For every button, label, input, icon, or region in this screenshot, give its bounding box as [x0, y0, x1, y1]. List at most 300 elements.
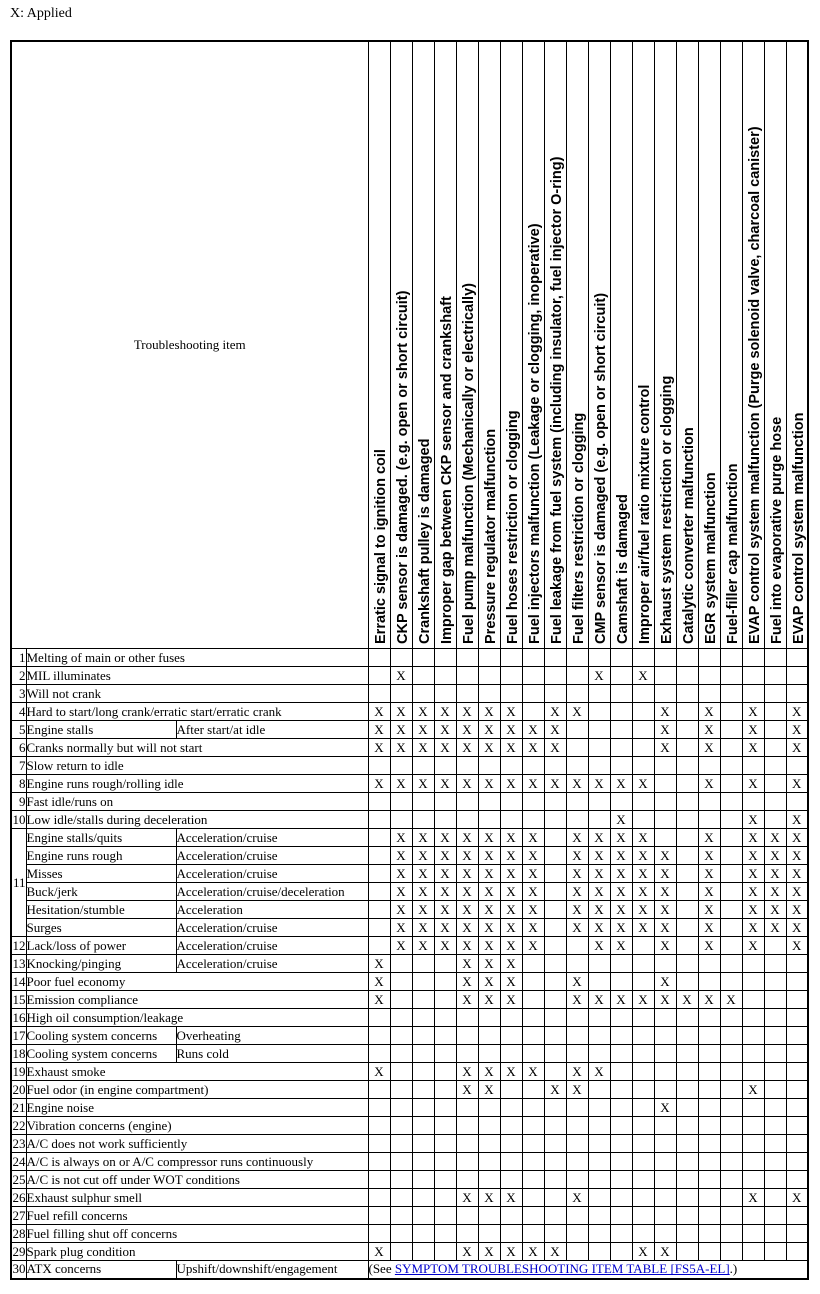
applied-mark: X	[390, 901, 412, 919]
empty-cell	[720, 685, 742, 703]
empty-cell	[390, 1243, 412, 1261]
empty-cell	[390, 1225, 412, 1243]
empty-cell	[742, 1225, 764, 1243]
empty-cell	[632, 757, 654, 775]
applied-mark: X	[698, 721, 720, 739]
empty-cell	[522, 973, 544, 991]
table-row	[11, 1261, 808, 1279]
empty-cell	[522, 757, 544, 775]
empty-cell	[544, 883, 566, 901]
empty-cell	[698, 1225, 720, 1243]
applied-mark: X	[500, 865, 522, 883]
item-number: 6	[11, 739, 26, 757]
item-number: 5	[11, 721, 26, 739]
troubleshooting-item-header: Troubleshooting item	[11, 41, 368, 649]
empty-cell	[742, 991, 764, 1009]
table-row	[11, 1045, 808, 1063]
empty-cell	[698, 1027, 720, 1045]
empty-cell	[742, 667, 764, 685]
empty-cell	[764, 1171, 786, 1189]
empty-cell	[764, 1063, 786, 1081]
empty-cell	[764, 1045, 786, 1063]
empty-cell	[500, 1153, 522, 1171]
empty-cell	[632, 793, 654, 811]
applied-mark: X	[676, 991, 698, 1009]
empty-cell	[588, 1009, 610, 1027]
empty-cell	[654, 811, 676, 829]
empty-cell	[720, 1063, 742, 1081]
empty-cell	[434, 793, 456, 811]
empty-cell	[742, 1153, 764, 1171]
applied-mark: X	[500, 721, 522, 739]
applied-mark: X	[434, 847, 456, 865]
empty-cell	[412, 757, 434, 775]
empty-cell	[478, 811, 500, 829]
empty-cell	[654, 667, 676, 685]
empty-cell	[500, 1009, 522, 1027]
applied-mark: X	[478, 1243, 500, 1261]
empty-cell	[456, 1045, 478, 1063]
empty-cell	[588, 1081, 610, 1099]
empty-cell	[434, 1207, 456, 1225]
applied-mark: X	[654, 703, 676, 721]
empty-cell	[456, 1225, 478, 1243]
empty-cell	[566, 685, 588, 703]
table-row	[11, 721, 808, 739]
empty-cell	[544, 793, 566, 811]
applied-mark: X	[478, 991, 500, 1009]
item-number: 7	[11, 757, 26, 775]
applied-mark: X	[610, 847, 632, 865]
empty-cell	[456, 1099, 478, 1117]
applied-mark: X	[434, 937, 456, 955]
table-row	[11, 1171, 808, 1189]
applied-mark: X	[390, 883, 412, 901]
empty-cell	[676, 1099, 698, 1117]
empty-cell	[676, 649, 698, 667]
empty-cell	[720, 1081, 742, 1099]
empty-cell	[588, 1207, 610, 1225]
applied-mark: X	[456, 919, 478, 937]
empty-cell	[588, 1117, 610, 1135]
empty-cell	[676, 1009, 698, 1027]
empty-cell	[632, 739, 654, 757]
empty-cell	[434, 1063, 456, 1081]
item-number: 4	[11, 703, 26, 721]
empty-cell	[368, 847, 390, 865]
empty-cell	[368, 1027, 390, 1045]
empty-cell	[390, 1207, 412, 1225]
applied-mark: X	[698, 883, 720, 901]
empty-cell	[786, 1171, 808, 1189]
empty-cell	[720, 1099, 742, 1117]
cause-column-label: CMP sensor is damaged (e.g. open or short circuit)	[592, 292, 609, 644]
empty-cell	[764, 739, 786, 757]
cause-column-label: Fuel filters restriction or clogging	[570, 412, 587, 644]
empty-cell	[632, 1225, 654, 1243]
empty-cell	[434, 811, 456, 829]
empty-cell	[456, 1027, 478, 1045]
header-row	[11, 41, 808, 649]
applied-mark: X	[786, 1189, 808, 1207]
empty-cell	[720, 865, 742, 883]
cause-column-label: Camshaft is damaged	[614, 494, 631, 644]
empty-cell	[742, 793, 764, 811]
empty-cell	[434, 973, 456, 991]
empty-cell	[742, 1009, 764, 1027]
empty-cell	[632, 1009, 654, 1027]
applied-mark: X	[610, 937, 632, 955]
empty-cell	[566, 937, 588, 955]
empty-cell	[522, 649, 544, 667]
empty-cell	[698, 1117, 720, 1135]
applied-mark: X	[478, 847, 500, 865]
applied-mark: X	[698, 847, 720, 865]
table-row	[11, 901, 808, 919]
empty-cell	[566, 1207, 588, 1225]
empty-cell	[434, 1045, 456, 1063]
empty-cell	[720, 1009, 742, 1027]
applied-mark: X	[522, 883, 544, 901]
symptom-table-link[interactable]: SYMPTOM TROUBLESHOOTING ITEM TABLE [FS5A-EL]	[394, 1261, 730, 1277]
applied-mark: X	[500, 739, 522, 757]
empty-cell	[368, 649, 390, 667]
applied-mark: X	[500, 1243, 522, 1261]
cause-column-header	[368, 41, 390, 649]
table-row	[11, 667, 808, 685]
applied-mark: X	[610, 883, 632, 901]
empty-cell	[588, 955, 610, 973]
empty-cell	[632, 1063, 654, 1081]
empty-cell	[368, 883, 390, 901]
empty-cell	[764, 991, 786, 1009]
empty-cell	[742, 955, 764, 973]
empty-cell	[720, 829, 742, 847]
condition-cell: Acceleration/cruise	[176, 847, 368, 865]
empty-cell	[368, 1135, 390, 1153]
applied-mark: X	[588, 667, 610, 685]
empty-cell	[786, 667, 808, 685]
empty-cell	[588, 739, 610, 757]
applied-mark: X	[478, 901, 500, 919]
applied-mark: X	[588, 937, 610, 955]
empty-cell	[544, 829, 566, 847]
item-number: 16	[12, 1009, 26, 1025]
applied-mark: X	[456, 1081, 478, 1099]
empty-cell	[676, 901, 698, 919]
applied-mark: X	[390, 847, 412, 865]
empty-cell	[632, 1171, 654, 1189]
empty-cell	[676, 829, 698, 847]
table-row	[11, 685, 808, 703]
empty-cell	[412, 955, 434, 973]
item-number: 3	[11, 685, 26, 703]
empty-cell	[610, 667, 632, 685]
empty-cell	[764, 1099, 786, 1117]
empty-cell	[390, 1027, 412, 1045]
empty-cell	[478, 793, 500, 811]
applied-mark: X	[478, 937, 500, 955]
symptom-cell: Spark plug condition	[26, 1243, 368, 1261]
empty-cell	[412, 1225, 434, 1243]
empty-cell	[720, 955, 742, 973]
empty-cell	[698, 1063, 720, 1081]
applied-mark: X	[742, 721, 764, 739]
applied-mark: X	[742, 811, 764, 829]
applied-mark: X	[456, 1189, 478, 1207]
applied-mark: X	[566, 775, 588, 793]
empty-cell	[654, 1027, 676, 1045]
empty-cell	[720, 811, 742, 829]
applied-mark: X	[412, 883, 434, 901]
empty-cell	[412, 667, 434, 685]
empty-cell	[720, 703, 742, 721]
empty-cell	[764, 1189, 786, 1207]
empty-cell	[522, 1171, 544, 1189]
empty-cell	[742, 757, 764, 775]
empty-cell	[764, 1117, 786, 1135]
empty-cell	[654, 1045, 676, 1063]
empty-cell	[522, 685, 544, 703]
symptom-cell: Slow return to idle	[26, 757, 368, 775]
symptom-cell: Fuel odor (in engine compartment)	[26, 1081, 368, 1099]
empty-cell	[588, 1135, 610, 1153]
applied-mark: X	[390, 703, 412, 721]
applied-mark: X	[412, 775, 434, 793]
empty-cell	[676, 1153, 698, 1171]
applied-mark: X	[412, 865, 434, 883]
empty-cell	[500, 1099, 522, 1117]
empty-cell	[522, 1207, 544, 1225]
applied-mark: X	[500, 775, 522, 793]
item-number: 30	[11, 1261, 26, 1279]
table-row	[11, 1225, 808, 1243]
applied-mark: X	[478, 919, 500, 937]
applied-mark: X	[654, 919, 676, 937]
empty-cell	[390, 955, 412, 973]
empty-cell	[676, 1243, 698, 1261]
empty-cell	[698, 649, 720, 667]
empty-cell	[698, 685, 720, 703]
applied-mark: X	[434, 739, 456, 757]
applied-mark: X	[434, 703, 456, 721]
empty-cell	[390, 685, 412, 703]
empty-cell	[368, 1189, 390, 1207]
empty-cell	[522, 1009, 544, 1027]
applied-mark: X	[390, 775, 412, 793]
empty-cell	[654, 955, 676, 973]
empty-cell	[588, 703, 610, 721]
empty-cell	[720, 1189, 742, 1207]
empty-cell	[720, 1243, 742, 1261]
table-row	[11, 1009, 808, 1027]
empty-cell	[764, 1027, 786, 1045]
symptom-cell: Exhaust sulphur smell	[26, 1189, 368, 1207]
table-row	[11, 811, 808, 829]
applied-mark: X	[566, 847, 588, 865]
condition-cell: Overheating	[176, 1027, 368, 1045]
applied-mark: X	[764, 829, 786, 847]
empty-cell	[522, 1135, 544, 1153]
empty-cell	[786, 1225, 808, 1243]
applied-mark: X	[786, 811, 808, 829]
symptom-cell: Cranks normally but will not start	[26, 739, 368, 757]
empty-cell	[654, 1063, 676, 1081]
cause-column-label: Crankshaft pulley is damaged	[416, 438, 433, 644]
empty-cell	[478, 1027, 500, 1045]
empty-cell	[456, 793, 478, 811]
empty-cell	[456, 667, 478, 685]
empty-cell	[698, 667, 720, 685]
applied-mark: X	[654, 973, 676, 991]
empty-cell	[478, 649, 500, 667]
symptom-cell: Engine runs rough	[26, 847, 176, 865]
empty-cell	[720, 649, 742, 667]
cause-column-header	[654, 41, 676, 649]
empty-cell	[390, 973, 412, 991]
empty-cell	[412, 973, 434, 991]
symptom-cell: Engine runs rough/rolling idle	[26, 775, 368, 793]
symptom-cell: ATX concerns	[26, 1261, 176, 1279]
empty-cell	[368, 667, 390, 685]
empty-cell	[676, 919, 698, 937]
empty-cell	[588, 793, 610, 811]
applied-mark: X	[390, 865, 412, 883]
empty-cell	[676, 739, 698, 757]
applied-mark: X	[368, 955, 390, 973]
empty-cell	[610, 649, 632, 667]
empty-cell	[500, 1045, 522, 1063]
item-number: 27	[12, 1207, 26, 1223]
empty-cell	[720, 1171, 742, 1189]
applied-mark: X	[654, 739, 676, 757]
empty-cell	[412, 1189, 434, 1207]
empty-cell	[456, 1135, 478, 1153]
cause-column-header	[588, 41, 610, 649]
empty-cell	[764, 685, 786, 703]
empty-cell	[676, 883, 698, 901]
empty-cell	[676, 1207, 698, 1225]
empty-cell	[368, 1207, 390, 1225]
empty-cell	[698, 1153, 720, 1171]
empty-cell	[434, 1009, 456, 1027]
applied-mark: X	[786, 721, 808, 739]
empty-cell	[742, 685, 764, 703]
applied-mark: X	[412, 901, 434, 919]
empty-cell	[764, 703, 786, 721]
empty-cell	[676, 1027, 698, 1045]
empty-cell	[610, 1171, 632, 1189]
applied-mark: X	[786, 937, 808, 955]
applied-mark: X	[632, 667, 654, 685]
empty-cell	[412, 1117, 434, 1135]
empty-cell	[566, 1099, 588, 1117]
applied-mark: X	[522, 721, 544, 739]
applied-mark: X	[742, 1081, 764, 1099]
item-number: 15	[12, 991, 26, 1007]
empty-cell	[566, 1027, 588, 1045]
empty-cell	[412, 1207, 434, 1225]
applied-mark: X	[588, 883, 610, 901]
empty-cell	[566, 667, 588, 685]
empty-cell	[720, 775, 742, 793]
cause-column-label: Fuel hoses restriction or clogging	[504, 410, 521, 644]
empty-cell	[654, 685, 676, 703]
empty-cell	[456, 1171, 478, 1189]
empty-cell	[654, 1117, 676, 1135]
empty-cell	[676, 685, 698, 703]
applied-mark: X	[544, 739, 566, 757]
cause-column-header	[742, 41, 764, 649]
empty-cell	[786, 955, 808, 973]
empty-cell	[720, 901, 742, 919]
empty-cell	[698, 1243, 720, 1261]
empty-cell	[764, 811, 786, 829]
empty-cell	[412, 1009, 434, 1027]
table-row	[11, 919, 808, 937]
empty-cell	[522, 1099, 544, 1117]
empty-cell	[632, 937, 654, 955]
table-row	[11, 883, 808, 901]
applied-mark: X	[368, 973, 390, 991]
table-row	[11, 829, 808, 847]
applied-mark: X	[478, 1189, 500, 1207]
empty-cell	[522, 1189, 544, 1207]
applied-mark: X	[632, 919, 654, 937]
applied-mark: X	[698, 991, 720, 1009]
symptom-cell: A/C does not work sufficiently	[26, 1135, 368, 1153]
empty-cell	[368, 1117, 390, 1135]
empty-cell	[676, 1171, 698, 1189]
empty-cell	[544, 1189, 566, 1207]
applied-mark: X	[588, 847, 610, 865]
empty-cell	[522, 1117, 544, 1135]
empty-cell	[698, 1189, 720, 1207]
empty-cell	[764, 1081, 786, 1099]
empty-cell	[544, 901, 566, 919]
applied-mark: X	[610, 775, 632, 793]
applied-mark: X	[456, 703, 478, 721]
empty-cell	[742, 1117, 764, 1135]
symptom-cell: Fuel filling shut off concerns	[26, 1225, 368, 1243]
applied-mark: X	[456, 775, 478, 793]
empty-cell	[456, 1009, 478, 1027]
empty-cell	[390, 1045, 412, 1063]
empty-cell	[610, 1081, 632, 1099]
applied-mark: X	[522, 919, 544, 937]
empty-cell	[368, 1045, 390, 1063]
cause-column-header	[698, 41, 720, 649]
empty-cell	[786, 1081, 808, 1099]
item-number: 20	[12, 1081, 26, 1097]
empty-cell	[610, 703, 632, 721]
applied-mark: X	[566, 973, 588, 991]
empty-cell	[720, 937, 742, 955]
empty-cell	[566, 721, 588, 739]
empty-cell	[478, 1099, 500, 1117]
symptom-cell: Engine noise	[26, 1099, 368, 1117]
empty-cell	[368, 757, 390, 775]
empty-cell	[522, 955, 544, 973]
empty-cell	[654, 757, 676, 775]
empty-cell	[368, 1171, 390, 1189]
item-number: 10	[12, 811, 26, 827]
empty-cell	[588, 1225, 610, 1243]
empty-cell	[786, 757, 808, 775]
empty-cell	[632, 1027, 654, 1045]
empty-cell	[412, 1099, 434, 1117]
empty-cell	[632, 1153, 654, 1171]
